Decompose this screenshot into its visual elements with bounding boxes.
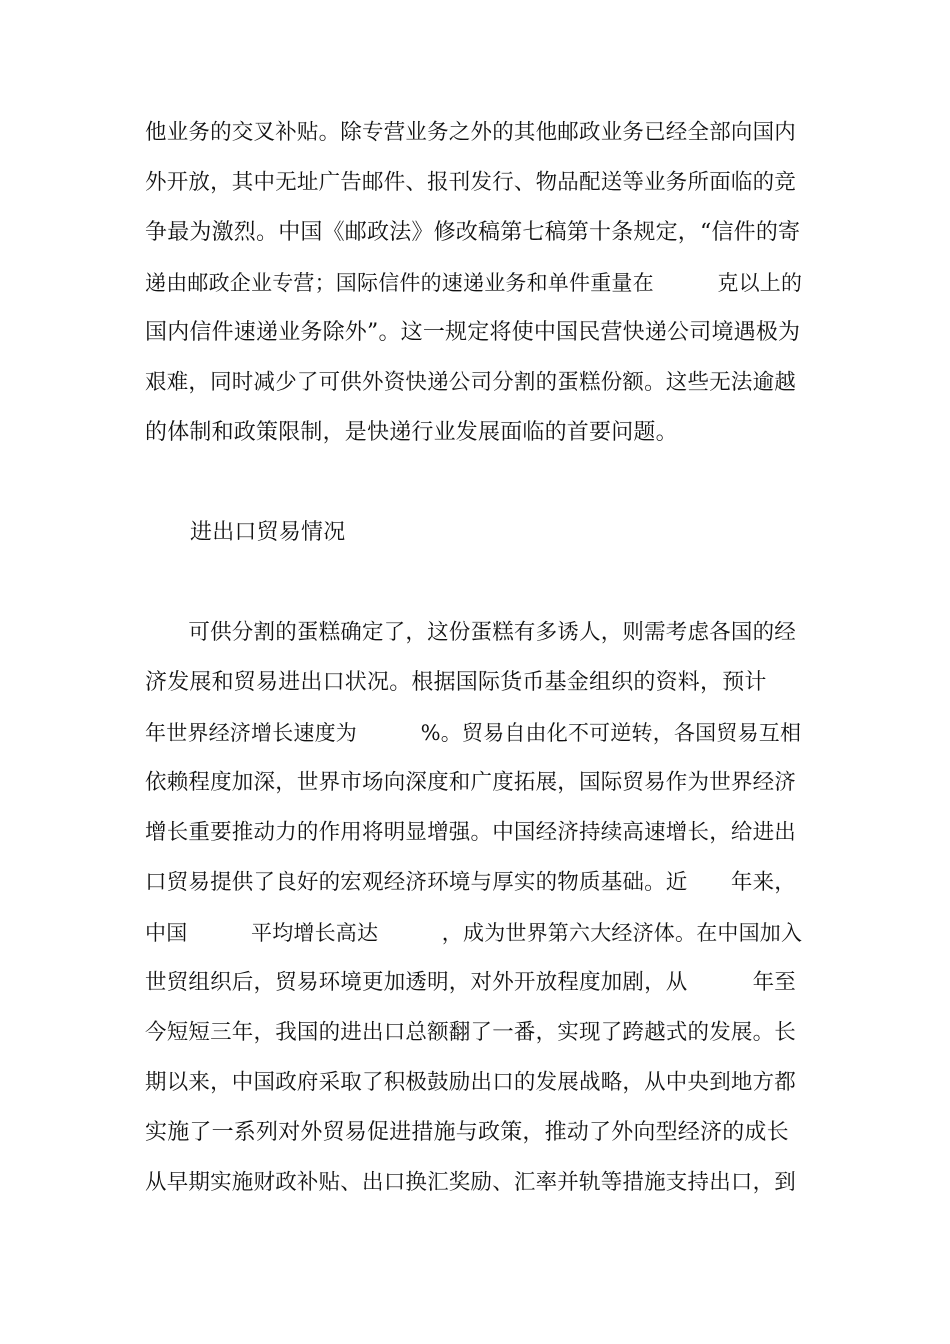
paragraph-2-line-2: 济发展和贸易进出口状况。根据国际货币基金组织的资料，预计 bbox=[145, 670, 767, 695]
paragraph-2-line-4: 依赖程度加深，世界市场向深度和广度拓展，国际贸易作为世界经济 bbox=[145, 770, 797, 795]
section-heading: 进出口贸易情况 bbox=[190, 520, 346, 545]
paragraph-1-line-5: 国内信件速递业务除外”。这一规定将使中国民营快递公司境遇极为 bbox=[145, 320, 801, 345]
paragraph-2-line-11: 实施了一系列对外贸易促进措施与政策，推动了外向型经济的成长 bbox=[145, 1120, 789, 1145]
paragraph-2-line-6: 口贸易提供了良好的宏观经济环境与厚实的物质基础。近 年来， bbox=[145, 870, 797, 895]
paragraph-1-line-3: 争最为激烈。中国《邮政法》修改稿第七稿第十条规定，“信件的寄 bbox=[145, 220, 801, 245]
paragraph-2-line-12: 从早期实施财政补贴、出口换汇奖励、汇率并轨等措施支持出口，到 bbox=[145, 1170, 797, 1195]
paragraph-2-line-1: 可供分割的蛋糕确定了，这份蛋糕有多诱人，则需考虑各国的经 bbox=[145, 620, 797, 645]
paragraph-1-line-4: 递由邮政企业专营；国际信件的速递业务和单件重量在 克以上的 bbox=[145, 271, 803, 295]
paragraph-2-line-7: 中国 平均增长高达 ，成为世界第六大经济体。在中国加入 bbox=[145, 921, 803, 945]
paragraph-1-line-1: 他业务的交叉补贴。除专营业务之外的其他邮政业务已经全部向国内 bbox=[145, 120, 797, 145]
paragraph-1-line-2: 外开放，其中无址广告邮件、报刊发行、物品配送等业务所面临的竞 bbox=[145, 170, 797, 195]
paragraph-2-line-9: 今短短三年，我国的进出口总额翻了一番，实现了跨越式的发展。长 bbox=[145, 1020, 797, 1045]
paragraph-2-line-8: 世贸组织后，贸易环境更加透明，对外开放程度加剧，从 年至 bbox=[145, 970, 797, 995]
paragraph-2-line-5: 增长重要推动力的作用将明显增强。中国经济持续高速增长，给进出 bbox=[145, 820, 797, 845]
paragraph-2-line-10: 期以来，中国政府采取了积极鼓励出口的发展战略，从中央到地方都 bbox=[145, 1070, 797, 1095]
paragraph-1-line-7: 的体制和政策限制，是快递行业发展面临的首要问题。 bbox=[145, 420, 678, 445]
paragraph-1-line-6: 艰难，同时减少了可供外资快递公司分割的蛋糕份额。这些无法逾越 bbox=[145, 370, 797, 395]
paragraph-2-line-3: 年世界经济增长速度为 %。贸易自由化不可逆转，各国贸易互相 bbox=[145, 721, 802, 745]
